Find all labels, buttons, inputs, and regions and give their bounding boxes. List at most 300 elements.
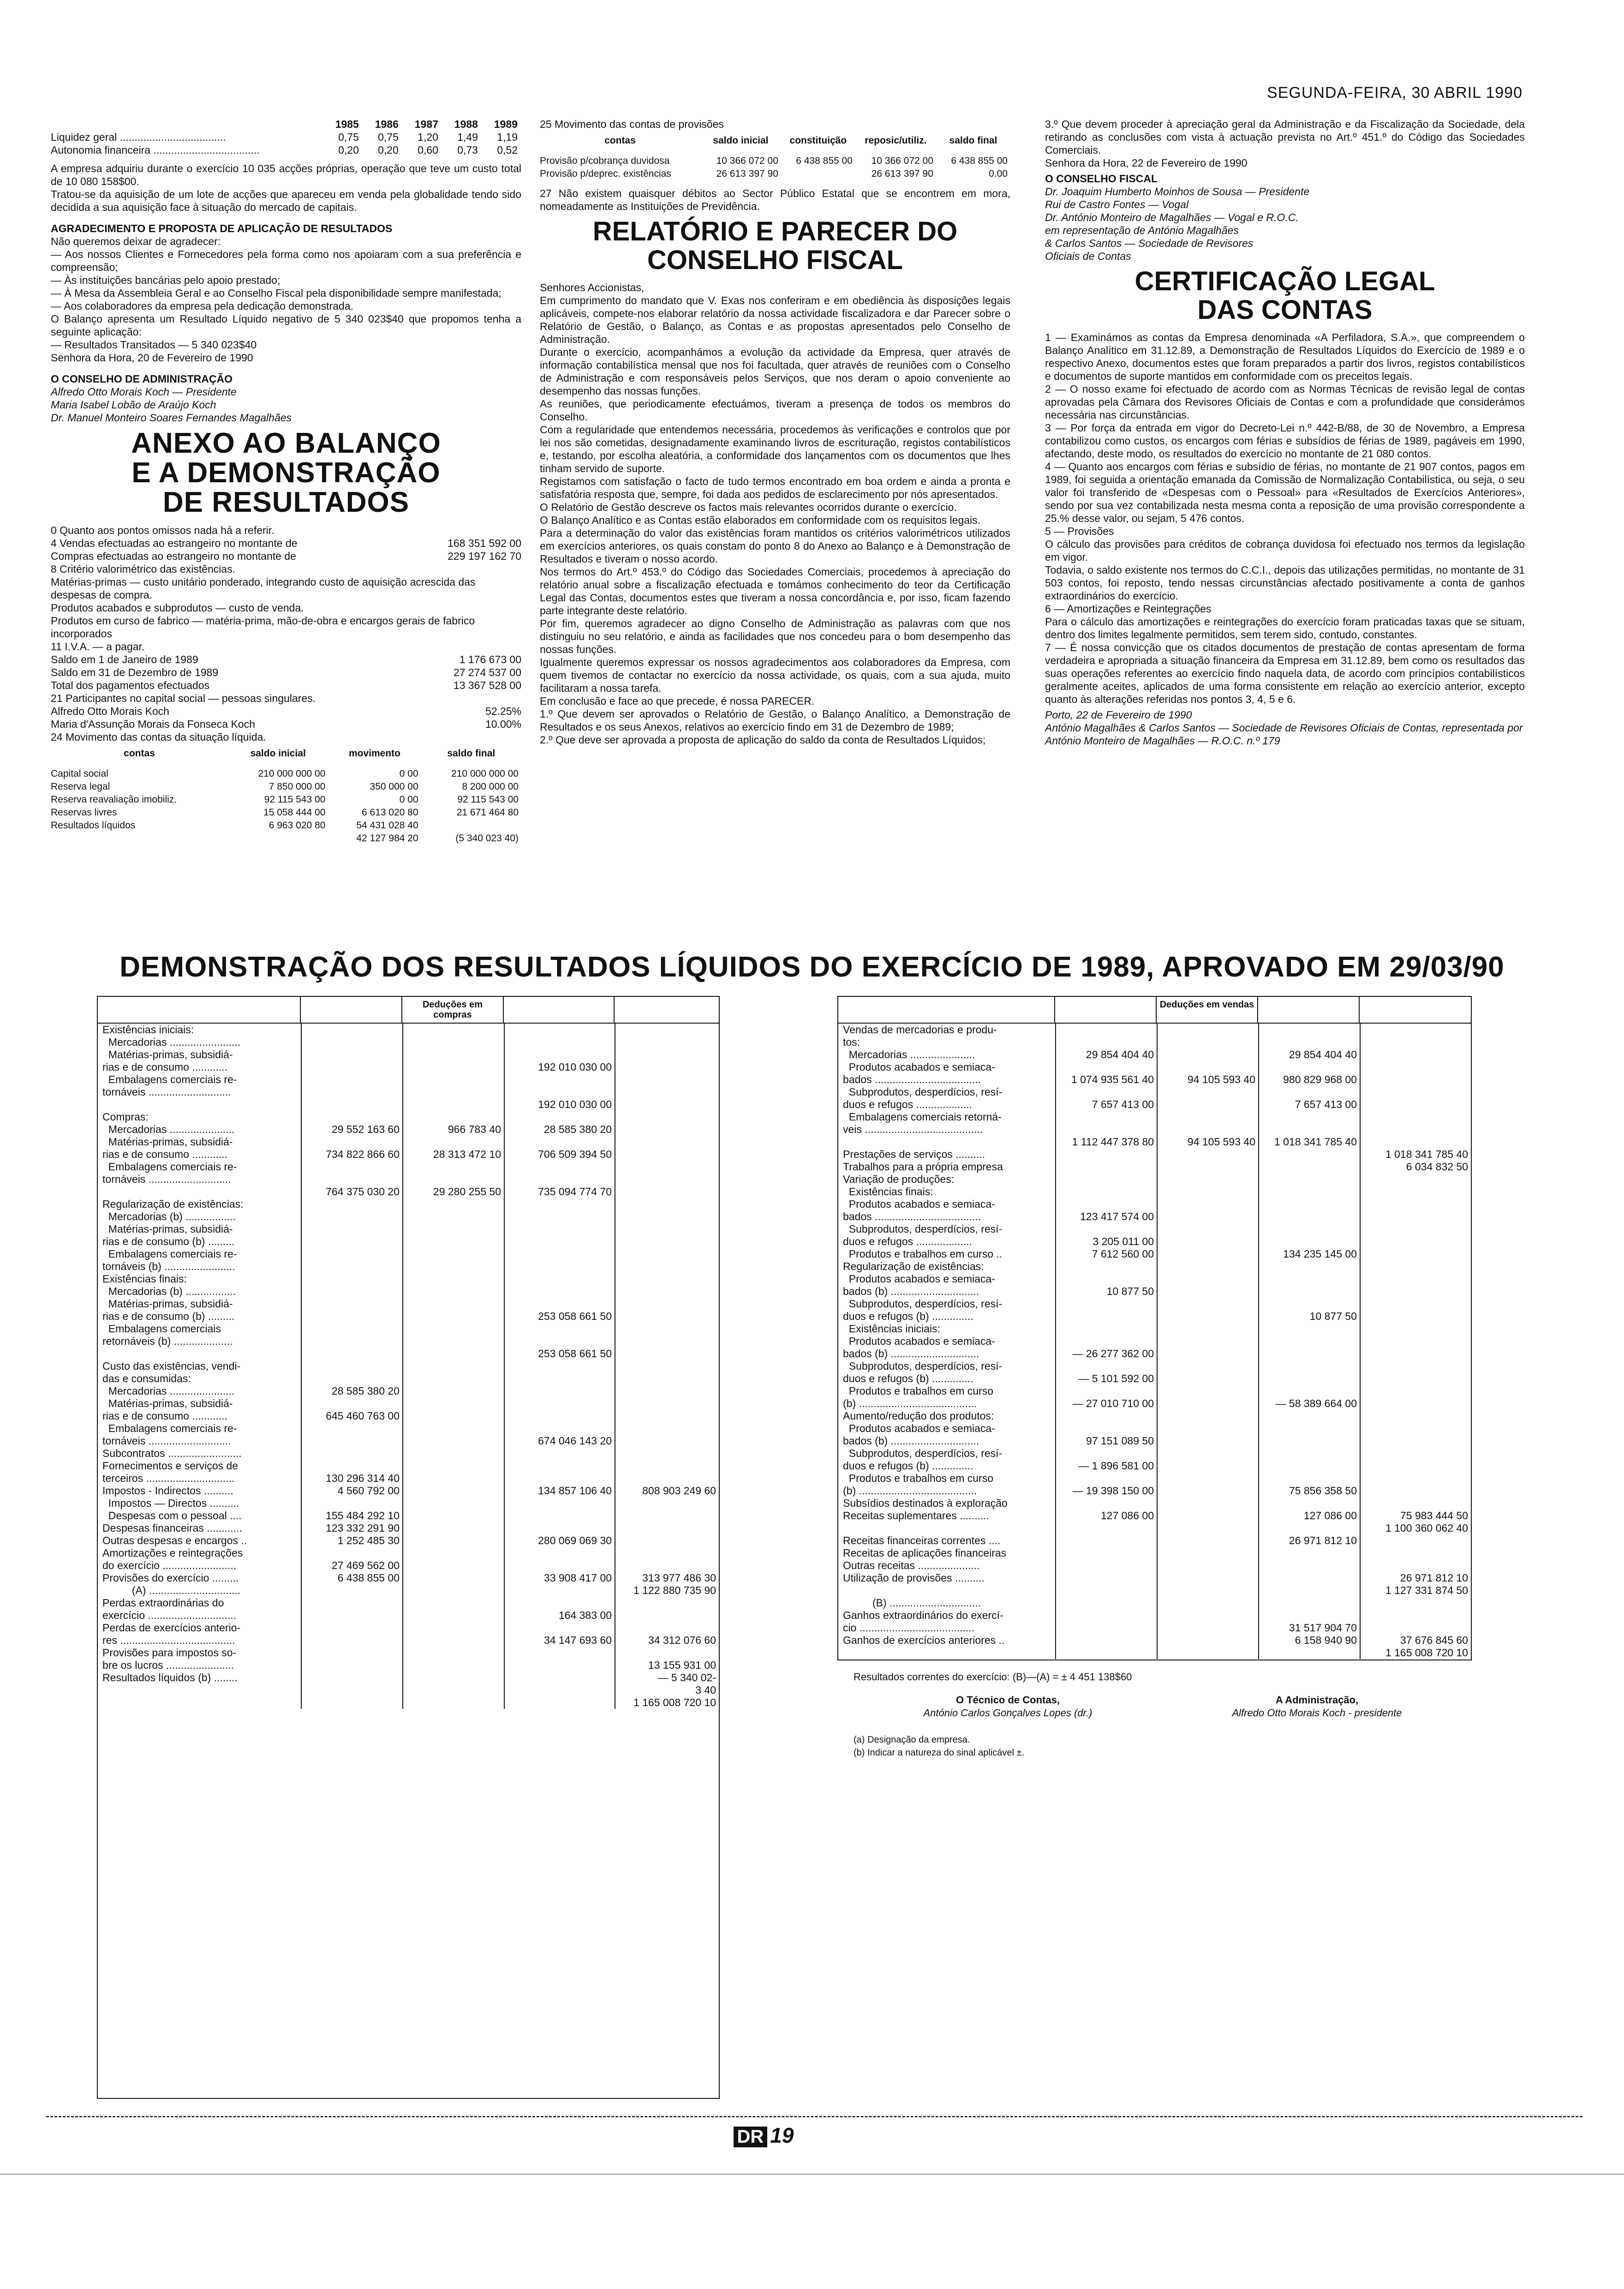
cost-row-amount	[615, 1497, 719, 1510]
cost-row-amount	[504, 1335, 615, 1348]
revenue-row	[838, 1547, 1471, 1559]
report-paragraph: Com a regularidade que entendemos necessária, procedemos às verificações e controlos que por lei nos são cometidas, designadamente examinando livros de escrituração, registos contabilísticos e, testando, por escolha aleatória, a conformidade dos lançamentos com os documentos que lhes tinham servido de suporte.	[540, 424, 1010, 474]
revenue-row-amount	[1360, 1597, 1471, 1609]
provisions-value	[781, 168, 855, 180]
cost-row-amount	[504, 1460, 615, 1472]
revenue-row-amount	[1055, 1273, 1157, 1285]
revenue-row-amount	[1258, 1024, 1360, 1036]
revenue-row-label: Aumento/redução dos produtos:	[843, 1410, 994, 1422]
report-paragraph: 3.º Que devem proceder à apreciação geral da Administração e da Fiscalização da Sociedade, dela retirando as conclusões com vista à actuação prevista no Art.º 451.º do Código das Sociedades Comerciais.	[1045, 118, 1525, 156]
revenue-row	[838, 1472, 1471, 1485]
revenue-row	[838, 1485, 1471, 1497]
equity-value: 15 058 444 00	[263, 807, 326, 818]
revenue-row	[838, 1036, 1471, 1049]
cost-row-amount	[504, 1696, 615, 1709]
revenue-row-amount	[1157, 1198, 1258, 1210]
cost-row-label: Mercadorias (b) .................	[102, 1285, 236, 1297]
annex-item-value: 1 176 673 00	[459, 653, 521, 665]
cost-row-amount	[301, 1024, 402, 1036]
thanks-line: Não queremos deixar de agradecer:	[51, 235, 221, 247]
revenue-row-amount	[1258, 1273, 1360, 1285]
cost-row-amount	[615, 1335, 719, 1348]
revenue-row-amount	[1258, 1584, 1360, 1597]
cost-row-amount	[615, 1647, 719, 1659]
revenue-row-label: Produtos acabados e semiaca-	[843, 1061, 995, 1073]
cost-row-label	[98, 1348, 301, 1360]
equity-account: Capital social	[51, 768, 108, 779]
cost-row-amount	[615, 1385, 719, 1397]
cost-row-label	[98, 1696, 301, 1709]
cost-row-label: rias e de consumo (b) .........	[102, 1310, 235, 1322]
revenue-row-amount	[1360, 1372, 1471, 1385]
thanks-line: — À Mesa da Assembleia Geral e ao Conselho Fiscal pela disponibilidade sempre manifestada;	[51, 287, 502, 299]
fiscal-council-member: Dr. Joaquim Humberto Moinhos de Sousa — Presidente	[1045, 186, 1310, 198]
cost-row-amount	[402, 1335, 504, 1348]
cost-row-amount	[402, 1086, 504, 1098]
annex-item-label: Saldo em 1 de Janeiro de 1989	[51, 653, 198, 665]
fiscal-council-member: em representação de António Magalhães	[1045, 224, 1239, 236]
revenue-row-amount	[1360, 1198, 1471, 1210]
revenue-row-label: Subsídios destinados à exploração	[843, 1497, 1008, 1509]
revenue-row-amount	[1157, 1584, 1258, 1597]
cost-row-label: Embalagens comerciais re-	[102, 1248, 237, 1260]
cost-row-amount	[301, 1672, 402, 1684]
cost-row-amount	[402, 1073, 504, 1086]
cost-row-label: das e consumidas:	[102, 1372, 191, 1384]
revenue-row-amount	[1258, 1260, 1360, 1273]
revenue-row-label: (b) ........................................	[843, 1485, 977, 1497]
statement-note: (b) Indicar a natureza do sinal aplicável ±.	[854, 1748, 1025, 1758]
costs-table-header	[98, 997, 719, 1024]
revenue-row-amount	[1157, 1061, 1258, 1073]
cost-row	[98, 1198, 719, 1210]
cost-row-amount	[504, 1086, 615, 1098]
revenue-row-amount	[1157, 1161, 1258, 1173]
cost-row-amount	[615, 1360, 719, 1372]
ratio-year-header: 1985	[335, 118, 359, 130]
equity-value: 0 00	[399, 794, 418, 805]
equity-col-header: saldo inicial	[250, 748, 306, 759]
revenue-row-label: Prestações de serviços ..........	[843, 1148, 985, 1160]
cost-row-amount	[301, 1584, 402, 1597]
revenue-row-amount	[1258, 1123, 1360, 1136]
cost-row-amount: 34 147 693 60	[543, 1634, 612, 1646]
revenue-row-label: Subprodutos, desperdícios, resí-	[843, 1360, 1003, 1372]
revenue-row-label: Existências iniciais:	[843, 1323, 940, 1335]
signature-accountant	[923, 1694, 1092, 1720]
annex-item	[51, 731, 521, 743]
revenue-row-amount	[1360, 1335, 1471, 1348]
revenue-row-amount	[1055, 1622, 1157, 1634]
revenue-row	[838, 1385, 1471, 1397]
cost-row	[98, 1460, 719, 1472]
thanks-line: — Resultados Transitados — 5 340 023$40	[51, 339, 257, 351]
revenue-row-amount	[1055, 1173, 1157, 1186]
revenue-row-label: Subprodutos, desperdícios, resí-	[843, 1447, 1003, 1459]
provisions-col-header: saldo final	[949, 135, 997, 146]
cost-row-amount: 192 010 030 00	[538, 1098, 612, 1110]
cost-row-amount	[301, 1210, 402, 1223]
revenue-row	[838, 1422, 1471, 1435]
cost-row-label: terceiros ..............................	[102, 1472, 235, 1484]
annex-item-value: 13 367 528 00	[453, 679, 521, 691]
ratio-value: 0,20	[338, 144, 359, 156]
cost-row-amount	[402, 1547, 504, 1559]
fiscal-council-members	[1045, 185, 1525, 263]
revenue-row-amount: 134 235 145 00	[1283, 1248, 1357, 1260]
cost-row-amount	[402, 1696, 504, 1709]
cost-row-amount	[301, 1310, 402, 1323]
cost-row-amount: 33 908 417 00	[543, 1572, 612, 1584]
revenue-row-amount	[1055, 1534, 1157, 1547]
revenue-row	[838, 1298, 1471, 1310]
revenue-row-amount	[1258, 1447, 1360, 1460]
cost-row-amount	[301, 1285, 402, 1298]
revenue-row-label: Produtos acabados e semiaca-	[843, 1422, 995, 1434]
revenue-row	[838, 1447, 1471, 1460]
revenue-row-amount	[1360, 1098, 1471, 1111]
revenue-row-amount	[1360, 1547, 1471, 1559]
cost-row-amount	[301, 1273, 402, 1285]
cost-row-amount	[504, 1472, 615, 1485]
thanks-line: — Às instituições bancárias pelo apoio prestado;	[51, 274, 281, 286]
revenue-row-amount	[1157, 1098, 1258, 1111]
cost-row-amount	[615, 1298, 719, 1310]
revenue-row-amount	[1157, 1173, 1258, 1186]
equity-value	[228, 832, 328, 845]
revenue-row-label: bados ....................................	[843, 1073, 981, 1085]
revenue-row-amount: 10 877 50	[1106, 1285, 1154, 1297]
revenue-row-amount	[1360, 1410, 1471, 1422]
cost-row	[98, 1173, 719, 1186]
cost-row-amount	[301, 1622, 402, 1634]
annex-item	[51, 692, 521, 705]
equity-value: (5 340 023 40)	[455, 833, 519, 844]
cost-row-amount	[504, 1672, 615, 1684]
cost-row	[98, 1248, 719, 1260]
cost-row-amount	[615, 1435, 719, 1447]
revenue-row-label	[838, 1136, 1055, 1148]
cost-row-amount	[504, 1323, 615, 1335]
revenue-row-amount	[1258, 1522, 1360, 1534]
cost-row-amount	[615, 1049, 719, 1061]
cost-row-amount	[301, 1298, 402, 1310]
cost-row	[98, 1472, 719, 1485]
ratio-value: 0,60	[418, 144, 438, 156]
cost-row-amount	[301, 1659, 402, 1672]
cost-row-amount: 28 585 380 20	[331, 1385, 400, 1397]
revenue-row-label: Variação de produções:	[843, 1173, 955, 1185]
revenue-row-amount	[1258, 1111, 1360, 1123]
cost-row-amount	[615, 1186, 719, 1198]
revenue-row-amount	[1055, 1323, 1157, 1335]
revenue-row-amount	[1157, 1335, 1258, 1348]
revenue-row-amount	[1157, 1348, 1258, 1360]
cost-row-amount: 134 857 106 40	[538, 1485, 612, 1497]
revenue-row-amount: — 19 398 150 00	[1072, 1485, 1154, 1497]
equity-movements-table	[51, 747, 521, 845]
closing-line: António Magalhães & Carlos Santos — Sociedade de Revisores Oficiais de Contas, representada por	[1045, 722, 1523, 734]
equity-value: 210 000 000 00	[258, 768, 326, 779]
cost-row-amount: 674 046 143 20	[538, 1435, 612, 1447]
revenue-row-amount	[1157, 1298, 1258, 1310]
revenue-row	[838, 1522, 1471, 1534]
ratio-value: 0,75	[378, 131, 399, 143]
cost-row-label: tornáveis ............................	[102, 1435, 231, 1447]
cost-row-amount	[402, 1410, 504, 1422]
revenue-row-amount	[1157, 1049, 1258, 1061]
cost-row-label: Despesas financeiras ............	[102, 1522, 242, 1534]
revenues-table-header	[838, 997, 1471, 1024]
revenue-row-amount: — 5 101 592 00	[1078, 1372, 1154, 1384]
cost-row	[98, 1584, 719, 1597]
revenue-row-label: (b) ........................................	[843, 1397, 977, 1409]
certification-paragraph: 3 — Por força da entrada em vigor do Decreto-Lei n.º 442-B/88, de 30 de Novembro, a Empresa contabilizou como custos, os encargos com férias e subsídios de férias de 1989, pagáveis em 1990, afectando, deste modo, os resultados do exercício no montante de 21 080 contos.	[1045, 422, 1525, 460]
revenue-row-label: bados (b) ..............................	[843, 1348, 979, 1360]
cost-row-label: Matérias-primas, subsidiá-	[102, 1397, 233, 1409]
cost-row	[98, 1659, 719, 1672]
cost-row-amount	[402, 1647, 504, 1659]
closing-line: Porto, 22 de Fevereiro de 1990	[1045, 709, 1192, 721]
publication-mark: DR	[734, 2127, 768, 2147]
provisions-value: 0.00	[989, 168, 1008, 179]
revenue-row-amount	[1360, 1136, 1471, 1148]
cost-row	[98, 1385, 719, 1397]
revenue-row	[838, 1161, 1471, 1173]
revenue-row-amount	[1055, 1123, 1157, 1136]
accountant-name: António Carlos Gonçalves Lopes (dr.)	[923, 1707, 1093, 1719]
ratio-row	[51, 144, 521, 156]
cost-row-amount	[301, 1173, 402, 1186]
annex-item	[51, 679, 521, 692]
cost-row-label: Impostos — Directos ..........	[102, 1497, 239, 1509]
certification-paragraph: 2 — O nosso exame foi efectuado de acordo com as Normas Técnicas de revisão legal de contas aprovadas pela Câmara dos Revisores Oficiais de Contas e com a profundidade que considerámos necessária nas circunstâncias.	[1045, 383, 1525, 421]
cost-row-amount	[402, 1024, 504, 1036]
cost-row-amount: 28 585 380 20	[543, 1123, 612, 1135]
cost-row-label: retornáveis (b) ....................	[102, 1335, 233, 1347]
board-members	[51, 385, 521, 424]
revenue-row	[838, 1073, 1471, 1086]
cost-row-label: Impostos - Indirectos ..........	[102, 1485, 233, 1497]
ratio-value: 1,20	[418, 131, 438, 143]
revenue-row-amount: 26 971 812 10	[1289, 1534, 1357, 1546]
cost-row-amount	[301, 1360, 402, 1372]
revenue-row	[838, 1323, 1471, 1335]
revenue-row-amount: 97 151 089 50	[1086, 1435, 1154, 1447]
cost-row-label: exercício ..............................	[102, 1609, 237, 1621]
revenue-row-label: duos e refugos (b) ..............	[843, 1310, 973, 1322]
cost-row	[98, 1597, 719, 1609]
cost-row-amount	[301, 1696, 402, 1709]
page-date: SEGUNDA-FEIRA, 30 ABRIL 1990	[1267, 84, 1522, 102]
revenue-row-label: Embalagens comerciais retorná-	[843, 1111, 1002, 1123]
cost-row-label: Mercadorias ......................	[102, 1385, 235, 1397]
cost-row-label: Subcontratos .........................	[102, 1447, 242, 1459]
cost-row-amount	[615, 1323, 719, 1335]
certification-paragraph: O cálculo das provisões para créditos de cobrança duvidosa foi efectuado nos termos da legislação em vigor.	[1045, 538, 1525, 563]
revenue-row-amount	[1055, 1522, 1157, 1534]
cost-row-amount	[615, 1534, 719, 1547]
report-paragraph: Igualmente queremos expressar os nossos agradecimentos aos colaboradores da Empresa, com quem tivemos de contactar no exercício da nossa actividade, os quais, com a sua ajuda, muito facilitaram a nossa tarefa.	[540, 656, 1010, 694]
cost-row-amount	[301, 1098, 402, 1111]
cost-row-amount	[402, 1422, 504, 1435]
revenue-row	[838, 1273, 1471, 1285]
cost-row-amount	[402, 1111, 504, 1123]
cost-row-amount: 764 375 030 20	[326, 1186, 400, 1198]
revenue-row-amount	[1360, 1248, 1471, 1260]
cost-row-amount	[301, 1422, 402, 1435]
annex-item	[51, 705, 521, 718]
revenue-row-label: duos e refugos (b) ..............	[843, 1372, 973, 1384]
revenue-row-amount	[1360, 1210, 1471, 1223]
revenue-row-amount	[1157, 1534, 1258, 1547]
cost-row-amount	[504, 1049, 615, 1061]
revenue-row-amount	[1258, 1061, 1360, 1073]
cost-row-amount	[301, 1049, 402, 1061]
administration-title: A Administração,	[1275, 1694, 1359, 1706]
revenue-row-amount	[1055, 1036, 1157, 1049]
cost-row-amount	[301, 1348, 402, 1360]
provisions-row	[540, 155, 1010, 168]
equity-row	[51, 767, 521, 780]
cost-row-label: Amortizações e reintegrações	[102, 1547, 243, 1559]
cost-row-label: Outras despesas e encargos ..	[102, 1534, 247, 1546]
equity-row	[51, 806, 521, 819]
revenue-row-amount	[1360, 1111, 1471, 1123]
revenue-row-label: duos e refugos (b) ..............	[843, 1460, 973, 1472]
revenue-row-amount	[1157, 1024, 1258, 1036]
annex-title-line: E A DEMONSTRAÇÃO	[131, 457, 441, 489]
revenue-row-label: Produtos acabados e semiaca-	[843, 1198, 995, 1210]
annex-item-label: 4 Vendas efectuadas ao estrangeiro no montante de	[51, 537, 298, 549]
revenue-row-amount	[1258, 1235, 1360, 1248]
revenue-row-amount: 6 034 832 50	[1406, 1161, 1468, 1173]
revenue-row-amount	[1360, 1323, 1471, 1335]
cost-row-label	[98, 1186, 301, 1198]
annex-item	[51, 653, 521, 666]
cost-row-label: tornáveis (b) ........................	[102, 1260, 235, 1272]
revenue-row-amount: 3 205 011 00	[1093, 1235, 1154, 1247]
revenue-row-label: Existências finais:	[843, 1186, 933, 1198]
annex-item-label: Produtos acabados e subprodutos — custo de venda.	[51, 602, 304, 614]
certification-paragraph: 7 — É nossa convicção que os citados documentos de prestação de contas apresentam de forma verdadeira e apropriada a situação financeira da Empresa em 31.12.89, bem como os resultados das suas operações referentes ao exercício findo naquela data, de acordo com princípios contabilísticos geralmente aceites, aplicados de uma forma consistente em relação ao exercício anterior, excepto quanto às alterações referidas nos pontos 3, 4, 5 e 6.	[1045, 641, 1525, 705]
revenue-row-label: Produtos acabados e semiaca-	[843, 1335, 995, 1347]
cost-row-amount	[504, 1597, 615, 1609]
provisions-title: 25 Movimento das contas de provisões	[540, 118, 724, 130]
revenue-row-amount	[1055, 1422, 1157, 1435]
cost-row-amount	[615, 1522, 719, 1534]
cost-row	[98, 1235, 719, 1248]
cost-row-amount	[402, 1136, 504, 1148]
revenue-row-amount: 1 112 447 378 80	[1072, 1136, 1154, 1148]
annex-item-value: 52.25%	[485, 705, 521, 717]
revenue-row-amount: 1 165 008 720 10	[1385, 1647, 1468, 1659]
revenue-row-amount	[1157, 1634, 1258, 1647]
cost-row-amount	[301, 1397, 402, 1410]
footer-divider	[46, 2116, 1582, 2117]
ratio-value: 0,75	[338, 131, 359, 143]
cost-row-label: Custo das existências, vendi-	[102, 1360, 241, 1372]
cost-row-amount	[504, 1024, 615, 1036]
annex-item-label: Produtos em curso de fabrico — matéria-prima, mão-de-obra e encargos gerais de fabrico incorporados	[51, 615, 475, 640]
cost-row-label: Mercadorias ........................	[102, 1036, 241, 1048]
cost-row-amount: 1 252 485 30	[337, 1534, 400, 1546]
cost-row-amount	[301, 1335, 402, 1348]
certification-paragraph: Todavia, o saldo existente nos termos do C.C.I., depois das utilizações permitidas, no montante de 31 503 contos, foi reposto, tendo nessas circunstâncias afectado positivamente a conta de ganhos extraordinários do exercício.	[1045, 564, 1525, 602]
revenue-row-amount	[1360, 1534, 1471, 1547]
revenue-row-amount	[1258, 1036, 1360, 1049]
revenue-row	[838, 1497, 1471, 1510]
cost-row	[98, 1572, 719, 1584]
revenue-row	[838, 1348, 1471, 1360]
cost-row-amount	[301, 1086, 402, 1098]
cost-row-amount	[301, 1497, 402, 1510]
revenue-row-amount	[1157, 1111, 1258, 1123]
revenue-row-amount	[1360, 1497, 1471, 1510]
provisions-value: 10 366 072 00	[716, 156, 778, 166]
cost-row-amount	[504, 1111, 615, 1123]
revenue-row	[838, 1609, 1471, 1622]
annex-title	[51, 429, 521, 517]
revenue-row	[838, 1186, 1471, 1198]
cost-row-label: do exercício .........................	[102, 1559, 237, 1571]
equity-row	[51, 780, 521, 793]
revenue-row-amount	[1055, 1223, 1157, 1235]
revenue-row-amount	[1258, 1422, 1360, 1435]
revenue-row	[838, 1148, 1471, 1161]
revenue-row-label: cio .......................................	[843, 1622, 975, 1634]
revenue-row-amount	[1360, 1260, 1471, 1273]
cost-row	[98, 1609, 719, 1622]
revenue-row-amount	[1360, 1223, 1471, 1235]
revenue-row-amount	[1055, 1547, 1157, 1559]
costs-table-body	[98, 1024, 719, 1709]
revenue-row-amount: 7 612 560 00	[1092, 1248, 1154, 1260]
cost-row	[98, 1696, 719, 1709]
cost-row-amount	[615, 1260, 719, 1273]
cost-row-amount: 130 296 314 40	[326, 1472, 400, 1484]
revenue-row-label: tos:	[843, 1036, 860, 1048]
revenue-row-amount	[1360, 1310, 1471, 1323]
revenue-row-amount	[1055, 1298, 1157, 1310]
report-paragraph: 1.º Que devem ser aprovados o Relatório de Gestão, o Balanço Analítico, a Demonstração de Resultados e os seus Anexos, relativos ao exercício findo em 31 de Dezembro de 1989;	[540, 708, 1010, 733]
revenue-row-label: Produtos acabados e semiaca-	[843, 1273, 995, 1285]
cost-row-amount: 34 312 076 60	[648, 1634, 716, 1646]
revenue-row	[838, 1285, 1471, 1298]
cost-row	[98, 1534, 719, 1547]
revenue-row-amount	[1258, 1559, 1360, 1572]
cost-row-label: Fornecimentos e serviços de	[102, 1460, 239, 1472]
revenue-row	[838, 1173, 1471, 1186]
annex-item	[51, 640, 521, 653]
cost-row-amount	[402, 1210, 504, 1223]
cost-row-amount	[402, 1235, 504, 1248]
annex-item-label: 0 Quanto aos pontos omissos nada há a referir.	[51, 524, 275, 536]
cost-row	[98, 1049, 719, 1061]
annex-item	[51, 666, 521, 679]
revenue-row	[838, 1460, 1471, 1472]
cost-row	[98, 1647, 719, 1659]
cost-row-amount	[402, 1348, 504, 1360]
equity-col-header: saldo final	[447, 748, 496, 759]
cost-row-amount	[402, 1559, 504, 1572]
revenue-row-amount	[1360, 1397, 1471, 1410]
cost-row	[98, 1447, 719, 1460]
revenue-row-label: bados (b) ..............................	[843, 1435, 979, 1447]
revenue-row-label: Receitas suplementares ..........	[843, 1510, 990, 1522]
cost-row	[98, 1123, 719, 1136]
cost-row-amount	[402, 1435, 504, 1447]
